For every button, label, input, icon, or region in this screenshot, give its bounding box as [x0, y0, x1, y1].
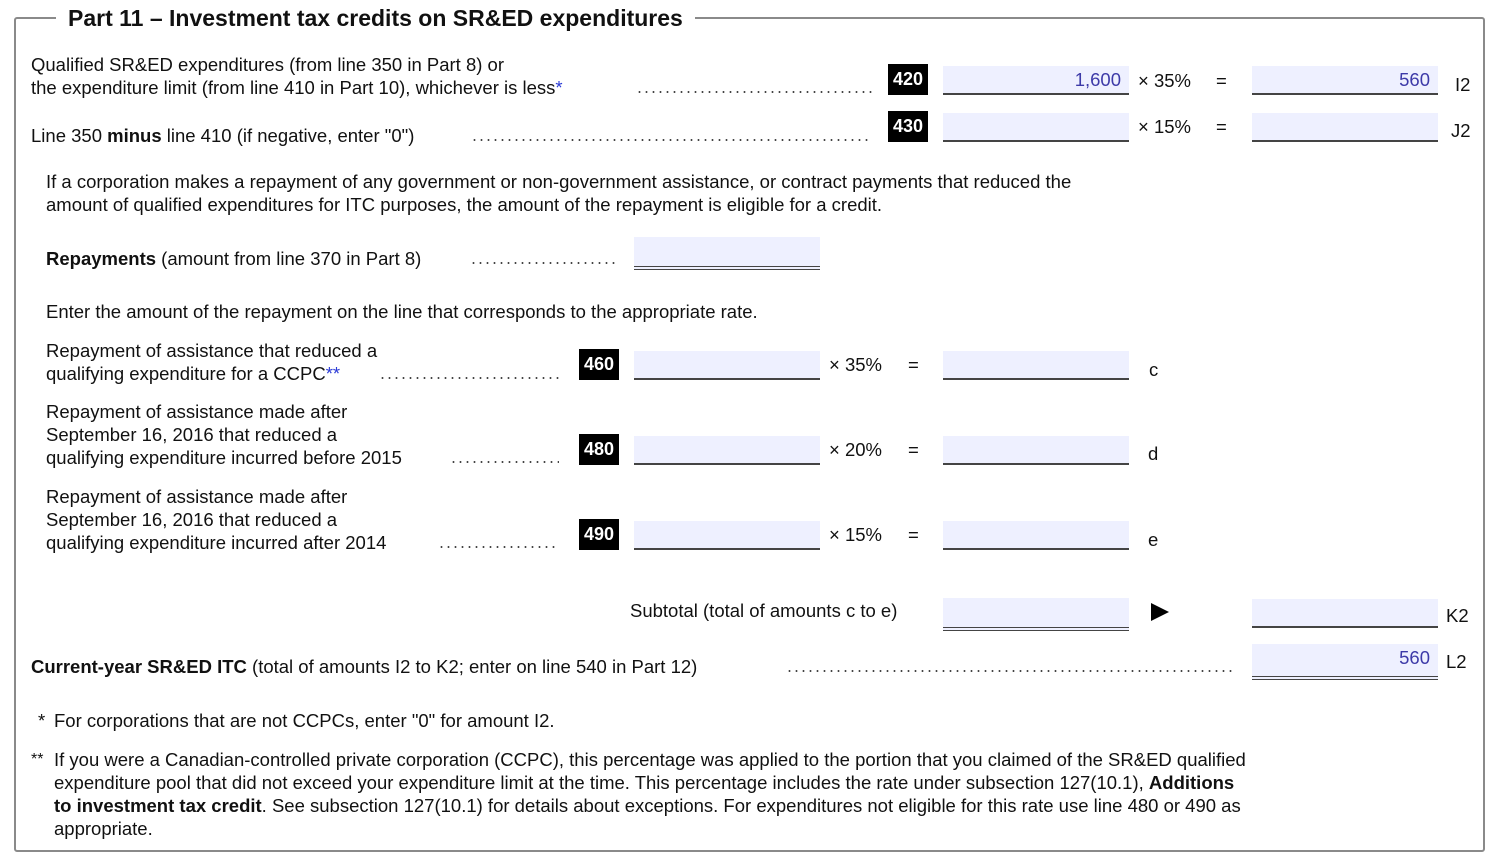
dot-leader	[471, 139, 872, 141]
rate-15-label: × 15%	[1138, 116, 1191, 137]
line-id-e: e	[1148, 529, 1159, 550]
equals-sign: =	[1216, 70, 1227, 91]
rate-35-label: × 35%	[829, 354, 882, 375]
current-itc-label: Current-year SR&ED ITC (total of amounts I2 to K2; enter on line 540 in Part 12)	[31, 656, 698, 677]
line-480-text-1: Repayment of assistance made after	[46, 401, 348, 422]
arrow-right-icon	[1151, 603, 1169, 621]
repayment-note-line-1: If a corporation makes a repayment of any government or non-government assistance, or contract payments that reduced the	[46, 171, 1072, 192]
amount-e-field[interactable]	[943, 521, 1129, 550]
line-id-c: c	[1149, 359, 1159, 380]
dot-leader	[636, 91, 872, 93]
line-code-430: 430	[888, 111, 928, 142]
line-430-text: Line 350 minus line 410 (if negative, enter "0")	[31, 125, 415, 146]
dot-leader	[450, 461, 559, 463]
line-420-amount-field[interactable]: 1,600	[943, 66, 1129, 95]
amount-i2-field[interactable]: 560	[1252, 66, 1438, 95]
line-480-text-2: September 16, 2016 that reduced a	[46, 424, 338, 445]
rate-35-label: × 35%	[1138, 70, 1191, 91]
line-id-j2: J2	[1451, 120, 1471, 141]
equals-sign: =	[1216, 116, 1227, 137]
dot-leader	[379, 377, 559, 379]
part-title: Part 11 – Investment tax credits on SR&ED expenditures	[56, 4, 695, 32]
subtotal-label: Subtotal (total of amounts c to e)	[630, 600, 898, 621]
amount-c-field[interactable]	[943, 351, 1129, 380]
line-460-amount-field[interactable]	[634, 351, 820, 380]
amount-l2-field[interactable]: 560	[1252, 644, 1438, 680]
enter-note: Enter the amount of the repayment on the line that corresponds to the appropriate rate.	[46, 301, 758, 322]
line-420-text-2: the expenditure limit (from line 410 in Part 10), whichever is less*	[31, 77, 563, 98]
asterisk-marker: *	[555, 77, 563, 98]
rate-20-label: × 20%	[829, 439, 882, 460]
amount-d-field[interactable]	[943, 436, 1129, 465]
repayment-note-line-2: amount of qualified expenditures for ITC purposes, the amount of the repayment is eligible for a credit.	[46, 194, 883, 215]
repayments-label: Repayments (amount from line 370 in Part 8)	[46, 248, 422, 269]
amount-k2-field[interactable]	[1252, 599, 1438, 628]
line-code-420: 420	[888, 64, 928, 95]
line-code-480: 480	[579, 434, 619, 465]
repayments-amount-field[interactable]	[634, 237, 820, 270]
line-id-l2: L2	[1446, 651, 1467, 672]
line-id-k2: K2	[1446, 605, 1469, 626]
footnote-1-mark: *	[38, 710, 46, 731]
equals-sign: =	[908, 439, 919, 460]
line-420-text-1: Qualified SR&ED expenditures (from line 350 in Part 8) or	[31, 54, 504, 75]
equals-sign: =	[908, 354, 919, 375]
equals-sign: =	[908, 524, 919, 545]
footnote-2-mark: **	[31, 751, 44, 768]
line-430-amount-field[interactable]	[943, 113, 1129, 142]
amount-j2-field[interactable]	[1252, 113, 1438, 142]
line-code-460: 460	[579, 349, 619, 380]
footnote-2-line-3: to investment tax credit. See subsection 127(10.1) for details about exceptions. For expenditures not eligible for this rate use line 480 or 490 as	[54, 795, 1241, 816]
line-480-text-3: qualifying expenditure incurred before 2015	[46, 447, 402, 468]
line-code-490: 490	[579, 519, 619, 550]
line-480-amount-field[interactable]	[634, 436, 820, 465]
double-asterisk-marker: **	[325, 363, 341, 384]
footnote-2-line-1: If you were a Canadian-controlled private corporation (CCPC), this percentage was applied to the portion that you claimed of the SR&ED qualified	[54, 749, 1246, 770]
footnote-2-line-4: appropriate.	[54, 818, 153, 839]
line-490-text-1: Repayment of assistance made after	[46, 486, 348, 507]
dot-leader	[786, 670, 1233, 672]
line-460-text-1: Repayment of assistance that reduced a	[46, 340, 378, 361]
dot-leader	[438, 546, 559, 548]
line-460-text-2: qualifying expenditure for a CCPC**	[46, 363, 341, 384]
line-id-d: d	[1148, 443, 1159, 464]
line-490-amount-field[interactable]	[634, 521, 820, 550]
subtotal-field[interactable]	[943, 598, 1129, 631]
line-490-text-3: qualifying expenditure incurred after 2014	[46, 532, 387, 553]
footnote-1-text: For corporations that are not CCPCs, enter "0" for amount I2.	[54, 710, 555, 731]
footnote-2-line-2: expenditure pool that did not exceed your expenditure limit at the time. This percentage includes the rate under subsection 127(10.1), Additions	[54, 772, 1235, 793]
rate-15-label: × 15%	[829, 524, 882, 545]
line-490-text-2: September 16, 2016 that reduced a	[46, 509, 338, 530]
line-id-i2: I2	[1455, 74, 1471, 95]
dot-leader	[470, 262, 618, 264]
